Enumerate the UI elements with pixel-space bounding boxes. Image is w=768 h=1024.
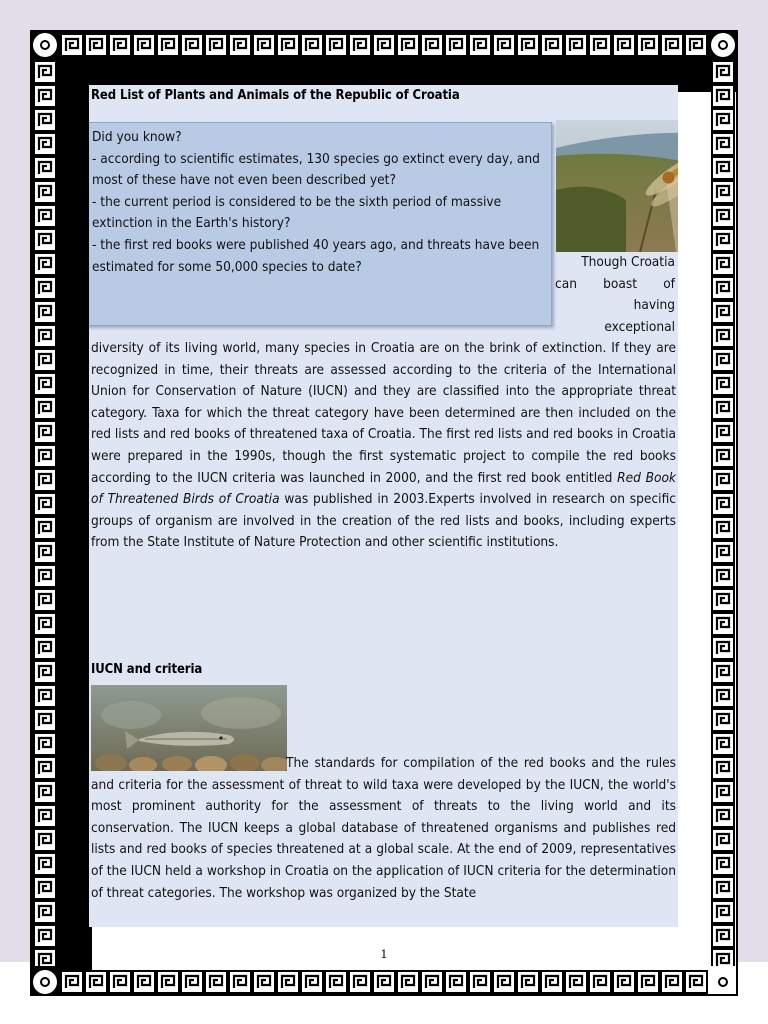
border-pattern-top [60,33,708,57]
intro-word: boast [603,275,638,292]
intro-wrap-text [555,252,675,338]
body-paragraph-1 [91,338,676,554]
book-title: Red Book of Threatened Birds of Croatia [91,469,677,508]
intro-line: having [633,297,675,314]
dragonfly-photo [556,120,678,252]
did-you-know-heading: Did you know? [92,129,182,145]
intro-word: can [555,275,577,292]
fact-item: - the first red books were published 40 years ago, and threats have been estimated for some 50,000 species to date? [92,236,540,275]
corner-ornament-top-left [33,33,57,57]
fact-item: - the current period is considered to be the sixth period of massive extinction in the Earth's history? [92,193,502,232]
page-number: 1 [380,948,388,961]
section-heading-iucn: IUCN and criteria [91,662,203,677]
page-title: Red List of Plants and Animals of the Republic of Croatia [91,88,460,103]
body-paragraph-2 [91,753,676,904]
corner-ornament-bottom-left [33,970,57,994]
corner-ornament-bottom-right [711,970,735,994]
document-content [89,85,678,927]
paragraph-1-text: diversity of its living world, many species in Croatia are on the brink of extinction. If they are recognized in time, their threats are assessed according to the criteria of the International Union for Conservation of Nature (IUCN) and they are classified into the appropriate threat category. Taxa for which the threat category have been determined are then included on the red lists and red books of threatened taxa of Croatia. The first red lists and red books in Croatia were prepared in the 1990s, though the first systematic project to compile the red books according to the IUCN criteria was launched in 2000, and the first red book entitled [91,340,676,486]
intro-line: exceptional [604,318,675,335]
intro-line: Though Croatia [581,254,675,270]
corner-ornament-top-right [711,33,735,57]
border-pattern-left [33,60,57,966]
intro-word: of [663,275,675,292]
paragraph-1-text-end: was published in 2003.Experts involved in research on specific groups of organism are involved in the creation of the red lists and books, including experts from the State Institute of Nature Protection and other scientific institutions. [91,491,676,551]
paragraph-2-text: The standards for compilation of the red books and the rules and criteria for the assessment of threat to wild taxa were developed by the IUCN, the world's most prominent authority for the assessment of threats to the living world and its conservation. The IUCN keeps a global database of threatened organisms and publishes red lists and red books of species threatened at a global scale. At the end of 2009, representatives of the IUCN held a workshop in Croatia on the application of IUCN criteria for the determination of threat categories. The workshop was organized by the State [91,755,676,901]
did-you-know-box [89,122,552,326]
border-pattern-bottom [60,970,708,994]
fact-item: - according to scientific estimates, 130 species go extinct every day, and most of these have not even been described yet? [92,150,540,189]
border-pattern-right [711,60,735,966]
intro-line-justified [555,274,675,296]
